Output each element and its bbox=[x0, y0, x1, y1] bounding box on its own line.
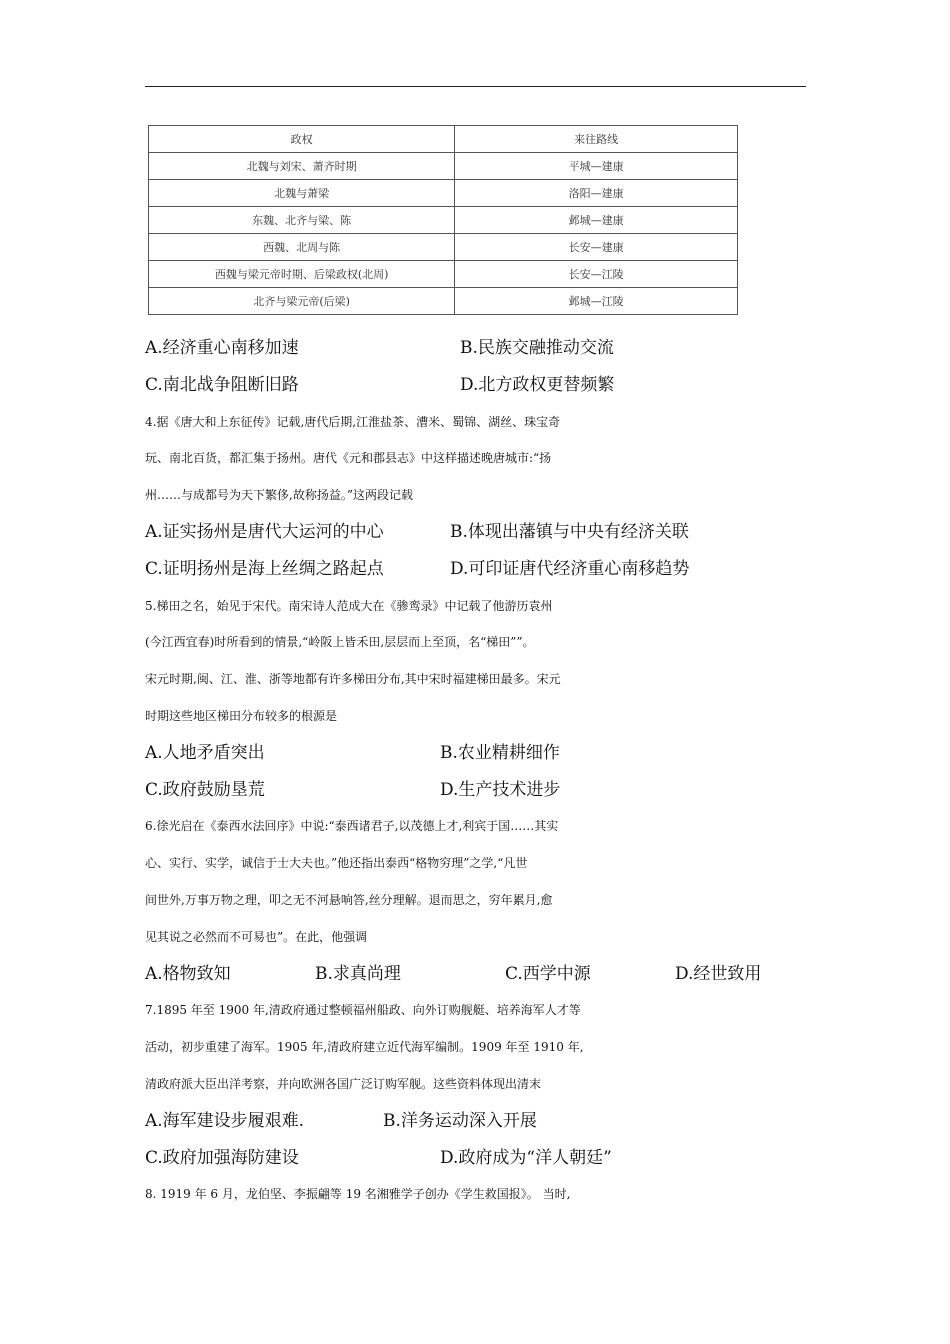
q5-option-d: D.生产技术进步 bbox=[440, 779, 561, 800]
table-cell-regime: 北齐与梁元帝(后梁) bbox=[149, 288, 455, 315]
q6-option-d: D.经世致用 bbox=[675, 963, 762, 984]
table-cell-route: 平城—建康 bbox=[455, 153, 738, 180]
table-cell-route: 洛阳—建康 bbox=[455, 180, 738, 207]
q7-option-c: C.政府加强海防建设 bbox=[145, 1147, 299, 1168]
q3-option-d: D.北方政权更替频繁 bbox=[460, 374, 615, 395]
q4-options-row-2 bbox=[145, 551, 825, 588]
q5-stem-line: 5.梯田之名，始见于宋代。南宋诗人范成大在《骖鸾录》中记载了他游历袁州 bbox=[145, 598, 553, 613]
q3-option-a: A.经济重心南移加速 bbox=[145, 338, 299, 358]
table-cell-regime: 北魏与刘宋、萧齐时期 bbox=[149, 153, 455, 180]
q3-options-row-1 bbox=[145, 330, 825, 367]
q6-stem-line: 见其说之必然而不可易也”。在此，他强调 bbox=[145, 929, 368, 944]
table-row bbox=[149, 288, 738, 315]
table-cell-route: 邺城—江陵 bbox=[455, 288, 738, 315]
table-cell-regime: 西魏、北周与陈 bbox=[149, 234, 455, 261]
table-row bbox=[149, 207, 738, 234]
q6-stem-line: 心、实行、实学，诚信于士大夫也。”他还指出泰西“格物穷理”之学,“凡世 bbox=[145, 856, 528, 871]
header-rule bbox=[145, 86, 806, 87]
q3-option-b: B.民族交融推动交流 bbox=[460, 338, 614, 358]
q7-stem-line: 清政府派大臣出洋考察，并向欧洲各国广泛订购军舰。这些资料体现出清末 bbox=[145, 1076, 542, 1091]
q7-option-a: A.海军建设步履艰难. bbox=[145, 1110, 305, 1131]
q7-stem-line: 活动，初步重建了海军。1905 年,清政府建立近代海军编制。1909 年至 1910 年, bbox=[145, 1040, 584, 1055]
q5-stem-line: 时期这些地区梯田分布较多的根源是 bbox=[145, 708, 338, 723]
q5-option-a: A.人地矛盾突出 bbox=[145, 742, 265, 763]
table-cell-route: 长安—建康 bbox=[455, 234, 738, 261]
q6-stem-line: 间世外,万事万物之理，叩之无不河悬响答,丝分理解。退而思之，穷年累月,愈 bbox=[145, 892, 553, 907]
q4-stem-line: 州……与成都号为天下繁侈,故称扬益。”这两段记载 bbox=[145, 488, 413, 503]
q4-option-a: A.证实扬州是唐代大运河的中心 bbox=[145, 521, 384, 542]
q4-stem-line: 4.据《唐大和上东征传》记载,唐代后期,江淮盐茶、漕米、蜀锦、湖丝、珠宝奇 bbox=[145, 414, 561, 429]
table-cell-regime: 北魏与萧梁 bbox=[149, 180, 455, 207]
q7-option-d: D.政府成为“洋人朝廷” bbox=[440, 1147, 612, 1168]
table-row bbox=[149, 234, 738, 261]
q7-option-b: B.洋务运动深入开展 bbox=[383, 1110, 537, 1131]
q4-option-d: D.可印证唐代经济重心南移趋势 bbox=[450, 558, 690, 579]
q5-option-b: B.农业精耕细作 bbox=[440, 742, 560, 763]
q5-stem-line: 宋元时期,闽、江、淮、浙等地都有许多梯田分布,其中宋时福建梯田最多。宋元 bbox=[145, 672, 561, 687]
q4-stem-line: 玩、南北百货，都汇集于扬州。唐代《元和郡县志》中这样描述晚唐城市:“扬 bbox=[145, 451, 552, 466]
table-cell-route: 邺城—建康 bbox=[455, 207, 738, 234]
q5-stem-line: (今江西宜春)时所看到的情景,“岭阪上皆禾田,层层而上至顶，名“梯田””。 bbox=[145, 635, 535, 650]
q6-option-a: A.格物致知 bbox=[145, 963, 231, 984]
q6-stem-line: 6.徐光启在《泰西水法回序》中说:“泰西诸君子,以茂德上才,利宾于国……其实 bbox=[145, 819, 559, 834]
table-header-cell: 政权 bbox=[149, 126, 455, 153]
q6-option-b: B.求真尚理 bbox=[315, 963, 401, 984]
q5-option-c: C.政府鼓励垦荒 bbox=[145, 779, 265, 800]
question-text bbox=[145, 330, 825, 1213]
table-header-row bbox=[149, 126, 738, 153]
q8-stem-line: 8. 1919 年 6 月，龙伯坚、李振翩等 19 名湘雅学子创办《学生救国报》。 当时, bbox=[145, 1187, 571, 1202]
table-cell-regime: 东魏、北齐与梁、陈 bbox=[149, 207, 455, 234]
q4-option-c: C.证明扬州是海上丝绸之路起点 bbox=[145, 558, 384, 579]
q7-stem-line: 7.1895 年至 1900 年,清政府通过整顿福州船政、向外订购舰艇、培养海军人才等 bbox=[145, 1003, 581, 1018]
q7-options-row-1 bbox=[145, 1103, 825, 1140]
q7-options-row-2 bbox=[145, 1140, 825, 1177]
q4-options-row-1 bbox=[145, 514, 825, 551]
q3-options-row-2 bbox=[145, 367, 825, 404]
route-table bbox=[148, 125, 738, 311]
table-cell-regime: 西魏与梁元帝时期、后梁政权(北周) bbox=[149, 261, 455, 288]
table-cell-route: 长安—江陵 bbox=[455, 261, 738, 288]
table-row bbox=[149, 261, 738, 288]
q6-options-row bbox=[145, 956, 825, 993]
q6-option-c: C.西学中源 bbox=[505, 963, 591, 984]
q3-option-c: C.南北战争阻断旧路 bbox=[145, 374, 299, 395]
q4-option-b: B.体现出藩镇与中央有经济关联 bbox=[450, 521, 689, 542]
table-row bbox=[149, 180, 738, 207]
table-row bbox=[149, 153, 738, 180]
table-header-cell: 来往路线 bbox=[455, 126, 738, 153]
q5-options-row-2 bbox=[145, 772, 825, 809]
q5-options-row-1 bbox=[145, 735, 825, 772]
